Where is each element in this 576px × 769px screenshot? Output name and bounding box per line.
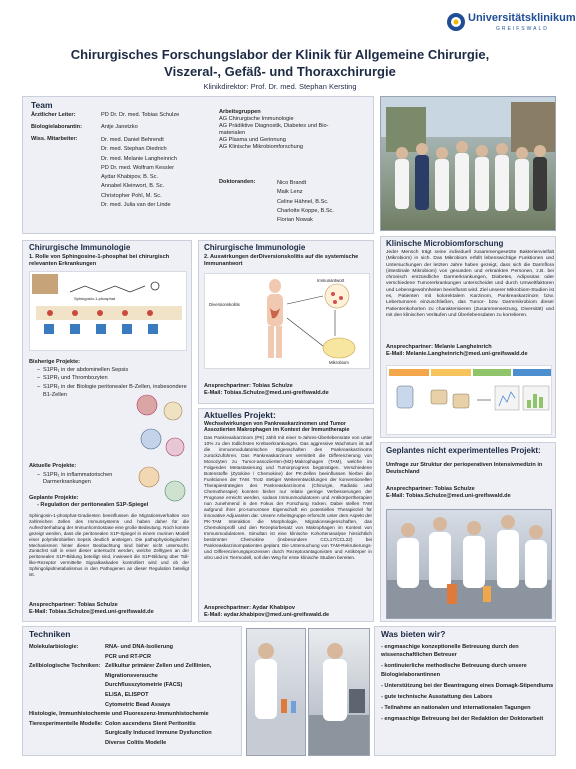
team-photo	[380, 96, 556, 231]
clinic-logo	[446, 10, 576, 42]
team-photo-image	[381, 97, 556, 231]
techniques-panel: Techniken Molekularbiologie: RNA- und DNA-Isolierung PCR und RT-PCR Zellbiologische Techniken: Zellkultur primärer Zellen und Zelllinien, Migrationsversuche Durchflusszytometrie (FACS) ELISA, ELISPOT Cytometric Bead Assays Histologie, Immunhistochemie und Fluoreszenz-Immunhistochemie Tierexperimentelle Modelle: Colon ascendens Stent Peritonitis Surgically Induced Immune Dysfunction Diverse Colitis Modelle	[22, 626, 242, 756]
lab-photo-3-image	[309, 629, 370, 756]
immunology-panel-1: Chirurgische Immunologie 1. Rolle von Sphingosine-1-phosphat bei chirurgisch relevanten Erkrankungen Sphingosin-1-phosphat Bisherige Projekte: – S1PR₁ in der abdominellen Sepsis – S1PR₁ und Thrombozyten – S1PR₁ in der Biologie peritonealer B-Zellen, insbesondere B1-Zellen Aktuelle Projekte: – S1PR₁ in inflammatorischen Darmerkrankungen Geplante Projekte: - Regulation der peritonealen S1P-Spiegel Sphingosin-1-phosphat-Gradienten beeinflussen die Migrationsverhalten von zahlreichen Zellen des Immunsystems und haben daher für die Aufrechterhaltung der Immunhomöostase eine große Bedeutung. Noch konnte gezeigt werden, dass die peritonealen S1P-Spiegel in einem murinen Modell einer polymikrobiellen Sepsis deutlich ansteigen. Die pathophysiologischen Mechanismen hinter dieser Beobachtung sind bisher nicht untersucht. Zunächst soll in einer dieser untersucht werden, welche Zelltypen an der peritonealen S1P-Bildung beteiligt sind, inwieweit die S1P-Bildung über Toll-like-Rezeptor vermittelte Signalkaskaden kontrolliert wird und ob der Sphingolipidmetabolismus in den Pathogenen an dieser Regulation beteiligt ist. Ansprechpartner: Tobias Schulze E-Mail: Tobias.Schulze@med.uni-greifswald.de	[22, 240, 192, 622]
s1p-figure: Sphingosin-1-phosphat	[29, 271, 187, 351]
current-project-heading: Aktuelles Projekt:	[204, 410, 276, 420]
microbiome-heading: Klinische Microbiomforschung	[386, 239, 504, 248]
workflow-diagram	[387, 366, 553, 436]
offer-panel: Was bieten wir? - engmaschige konzeptionelle Betreuung durch den wissenschaftlichen Betreuer - kontinuierliche methodische Betreuung durch unsere Biologielaborantinnen - Unterstützung bei der Beantragung eines Domagk-Stipendiums - gute technische Ausstattung des Labors - Teilnahme an nationalen und internationalen Tagungen - engmaschige Betreuung bei der Redaktion der Doktorarbeit	[374, 626, 556, 756]
techniques-heading: Techniken	[29, 629, 71, 639]
lab-photo-2-image	[247, 629, 306, 756]
immunology-2-heading: Chirurgische Immunologie	[204, 243, 306, 252]
cells-illustration	[133, 391, 189, 511]
s1p-diagram	[30, 272, 188, 352]
microbiome-workflow-figure	[386, 365, 552, 435]
logo-name: Universitätsklinikum	[468, 12, 576, 24]
current-project-panel: Aktuelles Projekt: Wechselwirkungen von Pankreaskarzinomen und Tumor Assoziierten Makrophagen im Kontext der Immuntherapie Das Pankreaskarzinom (PK) zählt mit einer 5-Jahres-Überlebensrate von unter 10% zu den tödlichsten Krebserkrankungen. Das aggressive Wachstum ist auf die immunmodulatorischen Eigenschaften des Pankreaskarzinoms zurückzuführen. Das Pankreaskarzinom vermittelt die Differenzierung von Monozyten zu Tumor-assoziierten-(M2)-Makrophagen (TAM), welche im Folgenden Metastasierung und Tumorprogress begünstigen. Verschiedene Botenstoffe (Zytokine / Chemokine) der PK-Zellen beeinflussen hierbei die Funktionen der TAM. Trotz stetiger Weiterentwicklungen der konventionellen Therapiestrategien des Pankreaskarzinoms (Chirurgie, Radiatio und Chemotherapie) konnten bisher nur relativ geringe Verbesserungen der Prognose erreicht werden, sodass Immunmodulatoren und Antikörpertherapien nun zunehmend in den Fokus der Forschung rücken. Dabei stellen TAM aufgrund ihrer pro-tumorösen Eigenschaft ein potentielles Therapieziel für innovative Adjuvanten dar. Unsere Arbeitsgruppe erforscht unter dem Aspekt der PK-TAM Interaktion die Morphologie, Migrationseigenschaften, das Chemokinprofil und den Rezeptorbesatz von Makrophagen im Kontext von Immunmodulatoren. Simultan ist eine klinische Kohortenanalyse hinsichtlich bestimmter Chemokine (insbesondere CCL17/CCL22) bei Pankreaskarzinompatienten geplant. Die Untersuchung von TAM-Rekrutierungs- und Differenzierungsprozessen durch Rezeptorantagonisten und Antikörper in vitro und im Tiermodell, soll den Weg für erste klinische Studien bereiten. Ansprechpartner: Aydar Khabipov E-Mail: aydar.khabipov@med.uni-greifswald.de	[198, 408, 374, 622]
logo-mark-icon	[446, 12, 466, 32]
poster-title: Chirurgisches Forschungslabor der Klinik für Allgemeine Chirurgie, Viszeral-, Gefäß- und Thoraxchirurgie	[70, 47, 490, 79]
team-heading: Team	[31, 100, 53, 110]
immunology-1-heading: Chirurgische Immunologie	[29, 243, 131, 252]
planned-project-heading: Geplantes nicht experimentelles Projekt:	[386, 446, 541, 455]
current-project-body: Das Pankreaskarzinom (PK) zählt mit einer 5-Jahres-Überlebensrate von unter 10% zu den tödlichsten Krebserkrankungen. Das aggressive Wachstum ist auf die immunmodulatorischen Eigenschaften des Pankreaskarzinoms zurückzuführen. Das Pankreaskarzinom vermittelt die Differenzierung von Monozyten zu Tumor-assoziierten-(M2)-Makrophagen (TAM), welche im Folgenden Metastasierung und Tumorprogress begünstigen. Verschiedene Botenstoffe (Zytokine / Chemokine) der PK-Zellen beeinflussen hierbei die Funktionen der TAM. Trotz stetiger Weiterentwicklungen der konventionellen Therapiestrategien des Pankreaskarzinoms (Chirurgie, Radiatio und Chemotherapie) konnten bisher nur relativ geringe Verbesserungen der Prognose erreicht werden, sodass Immunmodulatoren und Antikörpertherapien nun zunehmend in den Fokus der Forschung rücken. Dabei stellen TAM aufgrund ihrer pro-tumorösen Eigenschaft ein potentielles Therapieziel für innovative Adjuvanten dar. Unsere Arbeitsgruppe erforscht unter dem Aspekt der PK-TAM Interaktion die Morphologie, Migrationseigenschaften, das Chemokinprofil und den Rezeptorbesatz von Makrophagen im Kontext von Immunmodulatoren. Simultan ist eine klinische Kohortenanalyse hinsichtlich bestimmter Chemokine (insbesondere CCL17/CCL22) bei Pankreaskarzinompatienten geplant. Die Untersuchung von TAM-Rekrutierungs- und Differenzierungsprozessen durch Rezeptorantagonisten und Antikörper in vitro und im Tiermodell, soll den Weg für erste klinische Studien bereiten.	[204, 435, 372, 560]
immunology-1-body: Sphingosin-1-phosphat-Gradienten beeinflussen die Migrationsverhalten von zahlreichen Zellen des Immunsystems und haben daher für die Aufrechterhaltung der Immunhomöostase eine große Bedeutung. Noch konnte gezeigt werden, dass die peritonealen S1P-Spiegel in einem murinen Modell einer polymikrobiellen Sepsis deutlich ansteigen. Die pathophysiologischen Mechanismen hinter dieser Beobachtung sind bisher nicht untersucht. Zunächst soll in einer dieser untersucht werden, welche Zelltypen an der peritonealen S1P-Bildung beteiligt sind, inwieweit die S1P-Bildung über Toll-like-Rezeptor vermittelte Signalkaskaden kontrolliert wird und ob der Sphingolipidmetabolismus in den Pathogenen an dieser Regulation beteiligt ist.	[29, 513, 189, 578]
diversion-diagram	[205, 274, 371, 370]
immunology-panel-2: Chirurgische Immunologie 2. Auswirkungen derDiversionskolitis auf die systemische Immunantwort Diversionskolitis Immunantwort Mikrobiom Ansprechpartner: Tobias Schulze E-Mail: Tobias.Schulze@med.uni-greifswald.de	[198, 240, 374, 404]
cells-image	[133, 391, 189, 511]
diversion-figure: Diversionskolitis Immunantwort Mikrobiom	[204, 273, 370, 369]
lab-photo-1	[386, 509, 552, 619]
offer-heading: Was bieten wir?	[381, 629, 446, 639]
lab-photo-2	[246, 628, 306, 756]
planned-project-panel: Geplantes nicht experimentelles Projekt: Umfrage zur Struktur der perioperativen Intensivmedizin in Deutschland Ansprechpartner: Tobias Schulze E-Mail: Tobias.Schulze@med.uni-greifswald.de	[380, 442, 556, 622]
logo-place: GREIFSWALD	[496, 26, 549, 32]
team-panel: Team Ärztlicher Leiter: PD Dr. Dr. med. Tobias Schulze Biologielaborantin: Antje Janetzko Wiss. Mitarbeiter: Dr. med. Daniel Behrendt Dr. med. Stephan Diedrich Dr. med. Melanie Langheinrich PD Dr. med. Wolfram Kessler Aydar Khabipov, B. Sc. Annabel Kleinwort, B. Sc. Christopher Pohl, M. Sc. Dr. med. Julia van der Linde Arbeitsgruppen AG Chirurgische Immunologie AG Prädiktive Diagnostik, Diabetes und Bio- materialen AG Plasma und Gerinnung AG Klinische Mikrobiomforschung Doktoranden: Nico Brandt Maik Lenz Celine Hähnel, B.Sc. Charlotte Koppe, B.Sc. Florian Nowak	[22, 96, 374, 234]
lab-photo-3	[308, 628, 370, 756]
microbiome-body: Jeder Mensch trägt seine individuell zusammengesetzte Bakterienvielfalt (Mikrobiom) in sich. Das Mikrobiom erfüllt lebenswichtige Funktionen und Untersuchungen der letzten Jahre haben gezeigt, dass sich die Darmflora (intestinale Mikrobiom) von gesunden und erkrankten Personen, z.B. bei chronisch entzündliche Darmerkrankungen, Diabetes, Adipositas oder verschiedene Tumorerkrankungen unterscheidet und durch Umweltfaktoren und Lebensgewohnheiten beeinflusst wird. Ziel unserer Mikrobiom-Studien ist es, Patienten mit kolorektalem Karzinom, Pankreaskarzinom bzw. Lebertumoren einzuschließen, das Tumor- bzw. Darmmikrobiom dieser Patientenkohorten zu charakterisieren (Zusammensetzung, Diversität) und mit den klinischen Verläufen und Überlebensdaten zu korrelieren.	[386, 250, 555, 318]
lab-photo-1-image	[387, 510, 552, 619]
director-line: Klinikdirektor: Prof. Dr. med. Stephan Kersting	[203, 82, 357, 91]
microbiome-panel: Klinische Microbiomforschung Jeder Mensch trägt seine individuell zusammengesetzte Bakterienvielfalt (Mikrobiom) in sich. Das Mikrobiom erfüllt lebenswichtige Funktionen und Untersuchungen der letzten Jahre haben gezeigt, dass sich die Darmflora (intestinale Mikrobiom) von gesunden und erkrankten Personen, z.B. bei chronisch entzündliche Darmerkrankungen, Diabetes, Adipositas oder verschiedene Tumorerkrankungen unterscheidet und durch Umweltfaktoren und Lebensgewohnheiten beeinflusst wird. Ziel unserer Mikrobiom-Studien ist es, Patienten mit kolorektalem Karzinom, Pankreaskarzinom bzw. Lebertumoren einzuschließen, das Tumor- bzw. Darmmikrobiom dieser Patientenkohorten zu charakterisieren (Zusammensetzung, Diversität) und mit den klinischen Verläufen und Überlebensdaten zu korrelieren. Ansprechpartner: Melanie Langheinrich E-Mail: Melanie.Langheinrich@med.uni-greifswald.de	[380, 236, 556, 438]
